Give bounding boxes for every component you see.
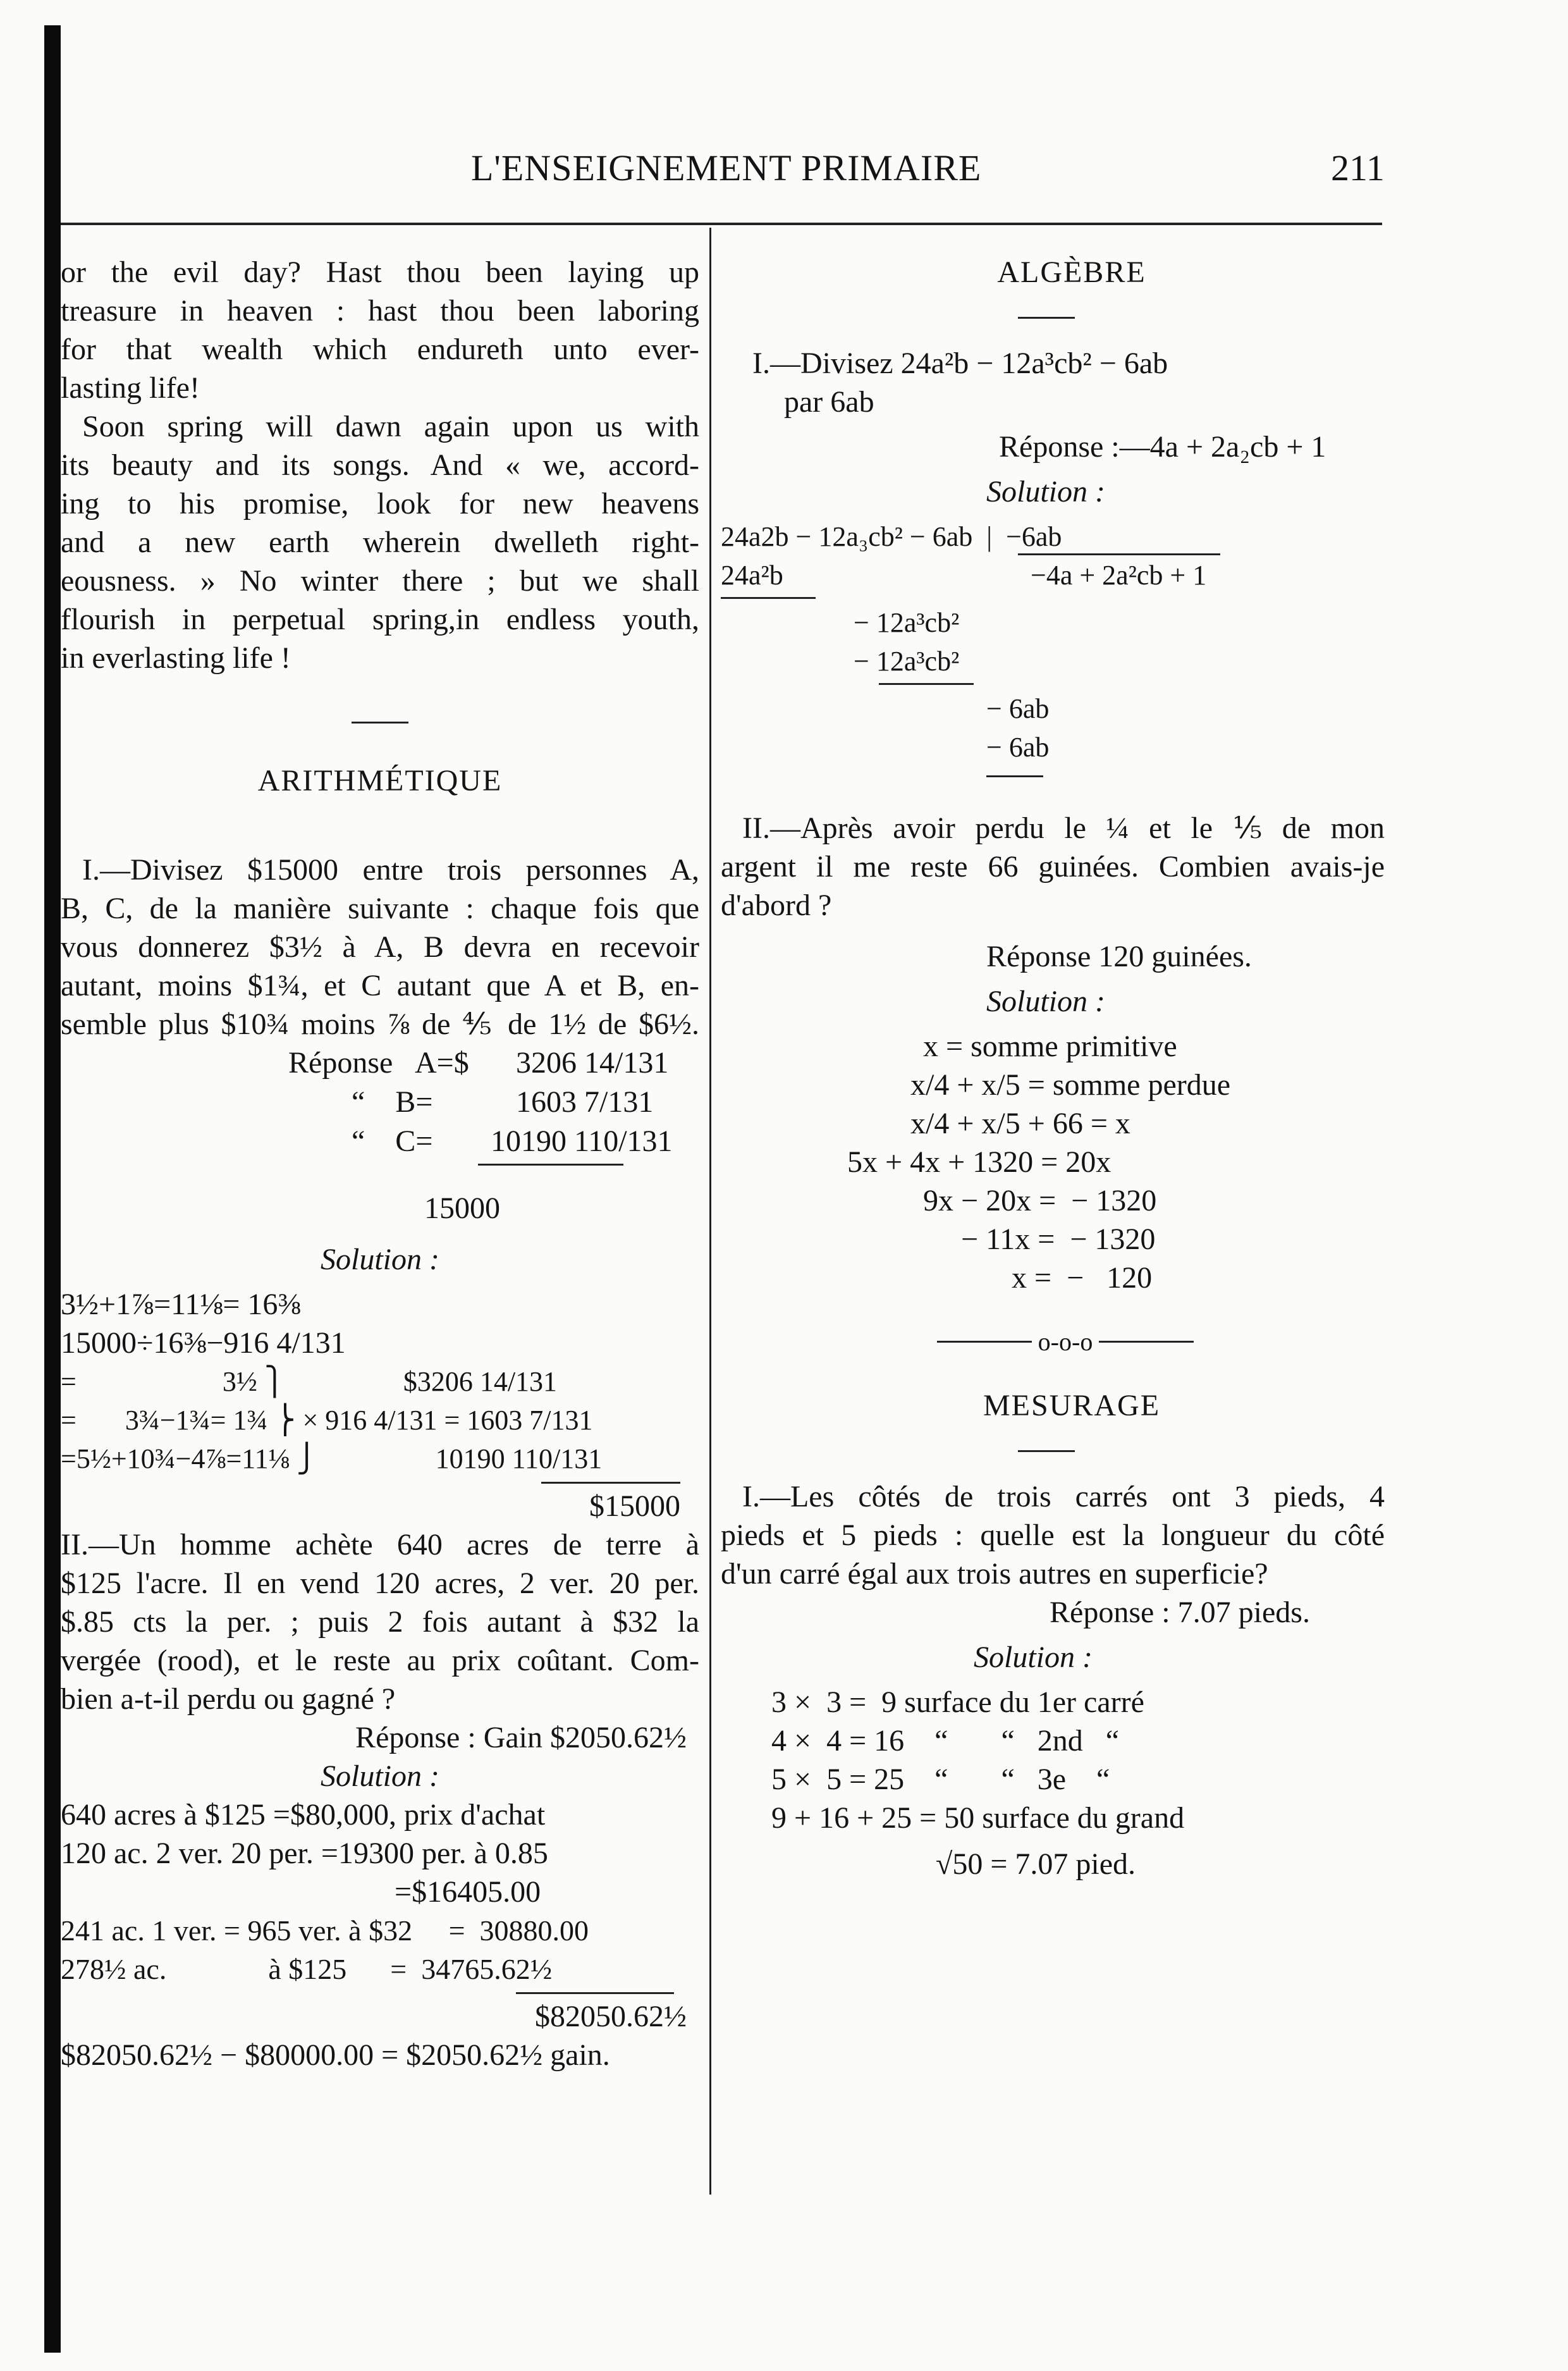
sum-rule <box>721 597 816 599</box>
answer-value: 10190 110/131 <box>491 1124 673 1158</box>
ornament-divider <box>746 1322 1385 1361</box>
answer-key: “ B= <box>352 1085 433 1119</box>
text-line: treasure in heaven : hast thou been laboring <box>61 294 699 328</box>
problem-line: II.—Un homme achète 640 acres de terre à <box>61 1528 699 1561</box>
answer-block <box>61 1044 699 1189</box>
running-title: L'ENSEIGNEMENT PRIMAIRE <box>471 147 982 188</box>
solution-line: x = − 120 <box>1012 1261 1153 1295</box>
problem-line: semble plus $10¾ moins ⅞ de ⅘ de 1½ de $6½. <box>61 1007 699 1041</box>
column-divider <box>709 228 711 2195</box>
header-rule <box>61 223 1382 225</box>
answer-key: A=$ <box>415 1046 469 1080</box>
binding-edge <box>44 25 61 2353</box>
solution-line: 15000÷16⅜−916 4/131 <box>61 1326 346 1360</box>
solution-total: $15000 <box>589 1489 680 1523</box>
text-line: its beauty and its songs. And « we, accord- <box>61 448 699 482</box>
text-line: ing to his promise, look for new heavens <box>61 487 699 520</box>
problem-line: d'abord ? <box>721 889 832 922</box>
solution-line: 5 × 5 = 25 “ “ 3e “ <box>771 1763 1110 1796</box>
answer-value: 3206 14/131 <box>516 1046 669 1080</box>
solution-line: 120 ac. 2 ver. 20 per. =19300 per. à 0.85 <box>61 1837 548 1870</box>
problem-line: autant, moins $1¾, et C autant que A et B, en- <box>61 969 699 1002</box>
text-line: and a new earth wherein dwelleth right- <box>61 526 699 559</box>
solution-line: − 6ab <box>986 732 1050 763</box>
solution-line: = 3½ ⎫ $3206 14/131 <box>61 1366 558 1397</box>
quotient-rule <box>1018 553 1220 555</box>
solution-line: 3 × 3 = 9 surface du 1er carré <box>771 1685 1144 1719</box>
solution-label: Solution : <box>321 1243 439 1276</box>
answer-line: Réponse :—4a + 2a₂cb + 1 <box>999 430 1326 464</box>
answer-line: Réponse : Gain $2050.62½ <box>355 1721 687 1754</box>
solution-line: 278½ ac. à $125 = 34765.62½ <box>61 1953 553 1985</box>
problem-line: I.—Les côtés de trois carrés ont 3 pieds, 4 <box>742 1480 1385 1513</box>
text-line: in everlasting life ! <box>61 641 291 675</box>
solution-line: 4 × 4 = 16 “ “ 2nd “ <box>771 1724 1120 1758</box>
text-line: eousness. » No winter there ; but we shall <box>61 564 699 598</box>
answer-total: 15000 <box>424 1192 500 1225</box>
problem-line: vous donnerez $3½ à A, B devra en recevoir <box>61 930 699 964</box>
problem-line: I.—Divisez 24a²b − 12a³cb² − 6ab <box>752 347 1168 380</box>
solution-line: 640 acres à $125 =$80,000, prix d'achat <box>61 1798 546 1832</box>
sum-rule <box>541 1482 680 1484</box>
right-column <box>721 253 1385 1883</box>
solution-line: 24a²b <box>721 560 783 591</box>
text-line: flourish in perpetual spring,in endless youth, <box>61 603 699 636</box>
solution-line: x/4 + x/5 + 66 = x <box>910 1107 1130 1140</box>
solution-line: = 3¾−1¾= 1¾ ⎬ × 916 4/131 = 1603 7/131 <box>61 1405 593 1436</box>
solution-line: 24a2b − 12a₃cb² − 6ab | −6ab <box>721 521 1062 552</box>
solution-line: − 12a³cb² <box>854 607 960 638</box>
text-line: for that wealth which endureth unto ever- <box>61 333 699 366</box>
solution-final: $82050.62½ − $80000.00 = $2050.62½ gain. <box>61 2038 610 2072</box>
solution-line: x/4 + x/5 = somme perdue <box>910 1068 1231 1102</box>
left-column <box>61 253 699 2074</box>
solution-line: 5x + 4x + 1320 = 20x <box>847 1145 1112 1179</box>
answer-value: 1603 7/131 <box>516 1085 654 1119</box>
solution-label: Solution : <box>986 985 1105 1018</box>
solution-line: − 6ab <box>986 693 1050 724</box>
running-header <box>0 147 1568 197</box>
sum-rule <box>879 683 974 685</box>
solution-line: =$16405.00 <box>61 1875 541 1909</box>
ornament: o-o-o <box>1038 1327 1093 1356</box>
solution-final: √50 = 7.07 pied. <box>936 1847 1136 1881</box>
answer-line: Réponse 120 guinées. <box>986 940 1252 973</box>
sum-rule <box>478 1164 623 1166</box>
quotient: −4a + 2a²cb + 1 <box>1031 560 1207 591</box>
problem-line: B, C, de la manière suivante : chaque fois que <box>61 892 699 925</box>
solution-line: − 11x = − 1320 <box>961 1222 1156 1256</box>
answer-line: Réponse : 7.07 pieds. <box>1050 1596 1310 1629</box>
answer-key: “ C= <box>352 1124 433 1158</box>
text-line: or the evil day? Hast thou been laying up <box>61 256 699 289</box>
solution-label: Solution : <box>974 1641 1093 1674</box>
solution-line: =5½+10¾−4⅞=11⅛ ⎭ 10190 110/131 <box>61 1443 603 1474</box>
problem-line: II.—Après avoir perdu le ¼ et le ⅕ de mon <box>742 811 1385 845</box>
solution-line: 3½+1⅞=11⅛= 16⅜ <box>61 1288 301 1321</box>
page-number: 211 <box>1331 147 1385 188</box>
answer-label: Réponse <box>288 1046 393 1080</box>
problem-line: bien a-t-il perdu ou gagné ? <box>61 1682 396 1716</box>
section-heading-arithmetique: ARITHMÉTIQUE <box>257 764 503 798</box>
solution-label: Solution : <box>986 475 1105 508</box>
solution-line: 9x − 20x = − 1320 <box>923 1184 1157 1217</box>
solution-line: − 12a³cb² <box>854 646 960 677</box>
solution-label: Solution : <box>321 1759 439 1793</box>
problem-line: $125 l'acre. Il en vend 120 acres, 2 ver. 20 per. <box>61 1567 699 1600</box>
problem-line: vergée (rood), et le reste au prix coûtant. Com- <box>61 1644 699 1677</box>
solution-line: 9 + 16 + 25 = 50 surface du grand <box>771 1801 1185 1835</box>
problem-line: I.—Divisez $15000 entre trois personnes A, <box>82 853 699 887</box>
solution-line: x = somme primitive <box>923 1030 1177 1063</box>
problem-line: pieds et 5 pieds : quelle est la longueur du côté <box>721 1518 1385 1552</box>
problem-line: $.85 cts la per. ; puis 2 fois autant à $32 la <box>61 1605 699 1639</box>
section-heading-algebre: ALGÈBRE <box>997 256 1146 289</box>
text-line: lasting life! <box>61 371 200 405</box>
text-line: Soon spring will dawn again upon us with <box>82 410 699 443</box>
solution-line: 241 ac. 1 ver. = 965 ver. à $32 = 30880.00 <box>61 1914 589 1947</box>
sum-rule <box>516 1992 674 1994</box>
problem-line: d'un carré égal aux trois autres en superficie? <box>721 1557 1268 1591</box>
problem-line: argent il me reste 66 guinées. Combien avais-je <box>721 850 1385 884</box>
section-heading-mesurage: MESURAGE <box>983 1389 1161 1422</box>
solution-total: $82050.62½ <box>535 2000 687 2033</box>
problem-line: par 6ab <box>784 385 874 419</box>
